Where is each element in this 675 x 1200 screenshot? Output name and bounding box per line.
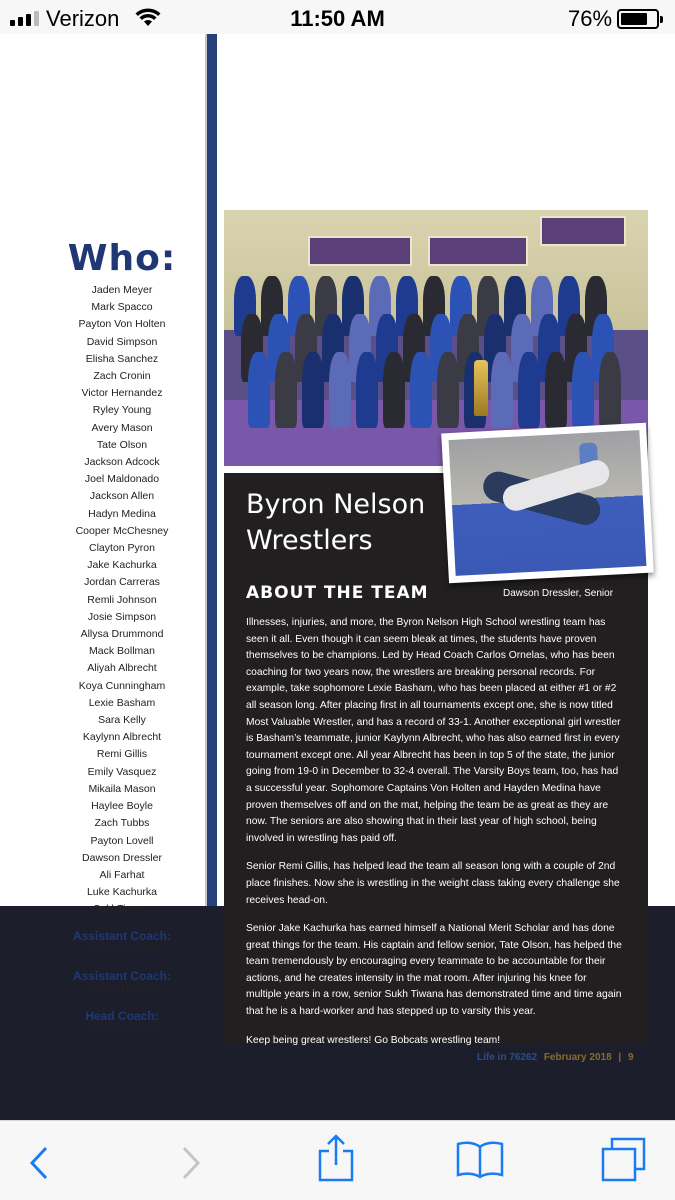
roster-item: SukhTiwana — [93, 903, 151, 916]
roster-item: David Simpson — [86, 335, 158, 348]
roster-item: Emily Vasquez — [87, 765, 157, 778]
roster-item: Zach Cronin — [93, 370, 151, 383]
roster-item: Payton Lovell — [90, 834, 154, 847]
roster-item: Jake Kachurka — [87, 559, 157, 572]
tabs-icon[interactable] — [600, 1137, 648, 1183]
article-body — [246, 615, 622, 1061]
article-title-line1: Byron Nelson — [246, 489, 426, 520]
publication-name: Life in 76262 — [477, 1052, 538, 1063]
roster-item: Allysa Drummond — [80, 628, 164, 641]
coach-entry — [0, 1009, 244, 1036]
roster-item: Hadyn Medina — [88, 507, 156, 520]
safari-toolbar — [0, 1120, 675, 1200]
roster-item: Aliyah Albrecht — [87, 662, 157, 675]
carrier-name: Verizon — [46, 6, 120, 31]
roster-item: Kaylynn Albrecht — [82, 731, 162, 744]
article-paragraph: Keep being great wrestlers! Go Bobcats wrestling team! — [246, 1034, 501, 1046]
roster-item: Joel Maldonado — [84, 473, 160, 486]
roster-item: Lexie Basham — [88, 696, 156, 709]
roster-item: Jaden Meyer — [91, 284, 153, 296]
coach-role: Assistant Coach: — [72, 969, 172, 983]
back-icon[interactable] — [28, 1145, 50, 1181]
roster-item: Mack Bollman — [89, 645, 155, 658]
roster-item: Josie Simpson — [87, 610, 157, 623]
wrestling-action-photo — [441, 423, 654, 584]
roster-item: Tate Olson — [96, 438, 148, 451]
share-icon[interactable] — [316, 1133, 356, 1183]
article-title-line2: Wrestlers — [246, 525, 373, 556]
roster-list — [0, 282, 244, 919]
roster-item: Jordan Carreras — [84, 576, 160, 589]
article-paragraph: Senior Jake Kachurka has earned himself a National Merit Scholar and has done great things for the team. His captain and fellow senior, Tate Olson, has helped the team tremendously by encouraging every teammate to be accountable for their actions, and he creates intensity in the mat room. After injuring his knee for multiple years in a row, senior Sukh Tiwana has demonstrated time and time again that he is a hard-worker and has stepped up to varsity this year. — [246, 923, 622, 1018]
issue-month: February 2018 — [543, 1052, 612, 1063]
roster-item: Cooper McChesney — [75, 524, 169, 537]
roster-item: Remli Johnson — [87, 593, 157, 606]
roster-item: Dawson Dressler — [82, 851, 162, 864]
footer-separator: | — [618, 1052, 622, 1063]
roster-item: Haylee Boyle — [91, 800, 153, 813]
roster-item: Jackson Allen — [89, 490, 155, 503]
roster-item: Ali Farhat — [99, 868, 145, 881]
coaches-list — [0, 929, 244, 1049]
coach-entry — [0, 929, 244, 956]
roster-item: Luke Kachurka — [86, 886, 158, 899]
roster-item: Clayton Pyron — [89, 542, 155, 555]
coach-name: Hunter Hughes — [86, 983, 158, 995]
clock: 11:50 AM — [290, 6, 385, 31]
article-paragraph: Senior Remi Gillis, has helped lead the team all season long with a couple of 2nd place finishes. Now she is wrestling in the weight class taking every challenge she receives head-on. — [246, 861, 620, 906]
forward-icon[interactable] — [180, 1145, 202, 1181]
roster-item: Mikaila Mason — [88, 782, 156, 795]
roster-item: Victor Hernandez — [81, 387, 163, 400]
photo-caption: Dawson Dressler, Senior — [503, 588, 614, 599]
roster-item: Elisha Sanchez — [85, 352, 159, 365]
who-heading: Who: — [67, 238, 177, 279]
article-paragraph: Illnesses, injuries, and more, the Byron Nelson High School wrestling team has seen it all. Even though it can seem bleak at times, the students have proven themselves to be champions. Led by Head Coach Carlos Ornelas, who has been coaching for two years now, the wrestlers are breaking personal records. For example, take sophomore Lexie Basham, who has been placed at either #1 or #2 all season long. After placing first in all tournaments except one, she is now titled Most Valuable Wrestler, and has a record of 33-1. Another exceptional girl wrestler is Basham’s teammate, junior Kaylynn Albrecht, who has also earned first in every tournament except one. All year Albrecht has been in top 5 of the state, the junior going from 19-0 in December to 32-4 overall. The Varsity Boys team, too, has had a successful year. Sophomore Captains Von Holten and Hayden Medina have proven themselves off and on the mat, helping the team be as great as they are now. The seniors are also showing that in their last year of high school, being involved in wrestling has paid off. — [246, 617, 621, 844]
roster-item: Sara Kelly — [98, 714, 146, 727]
article-title — [246, 487, 425, 559]
page-footer — [477, 1052, 634, 1063]
bookmarks-icon[interactable] — [456, 1139, 504, 1179]
roster-item: Payton Von Holten — [78, 318, 166, 331]
roster-item: Ryley Young — [92, 404, 152, 417]
roster-item: Mark Spacco — [91, 301, 153, 314]
coach-role: Assistant Coach: — [72, 929, 172, 943]
battery-percent: 76% — [568, 6, 613, 31]
section-heading: ABOUT THE TEAM — [246, 583, 429, 603]
roster-item: Jackson Adcock — [84, 456, 160, 469]
roster-item: Remi Gillis — [96, 748, 148, 761]
roster-item: Avery Mason — [91, 421, 153, 434]
page-number: 9 — [628, 1052, 634, 1063]
battery-icon — [617, 9, 659, 29]
coach-role: Head Coach: — [85, 1009, 159, 1023]
roster-item: Koya Cunningham — [78, 679, 166, 692]
roster-item: Zach Tubbs — [94, 817, 150, 830]
status-bar — [0, 0, 675, 38]
coach-name: Chris McDaniel — [86, 943, 158, 955]
coach-name: Carlos Ornelas — [86, 1023, 158, 1035]
coach-entry — [0, 969, 244, 996]
